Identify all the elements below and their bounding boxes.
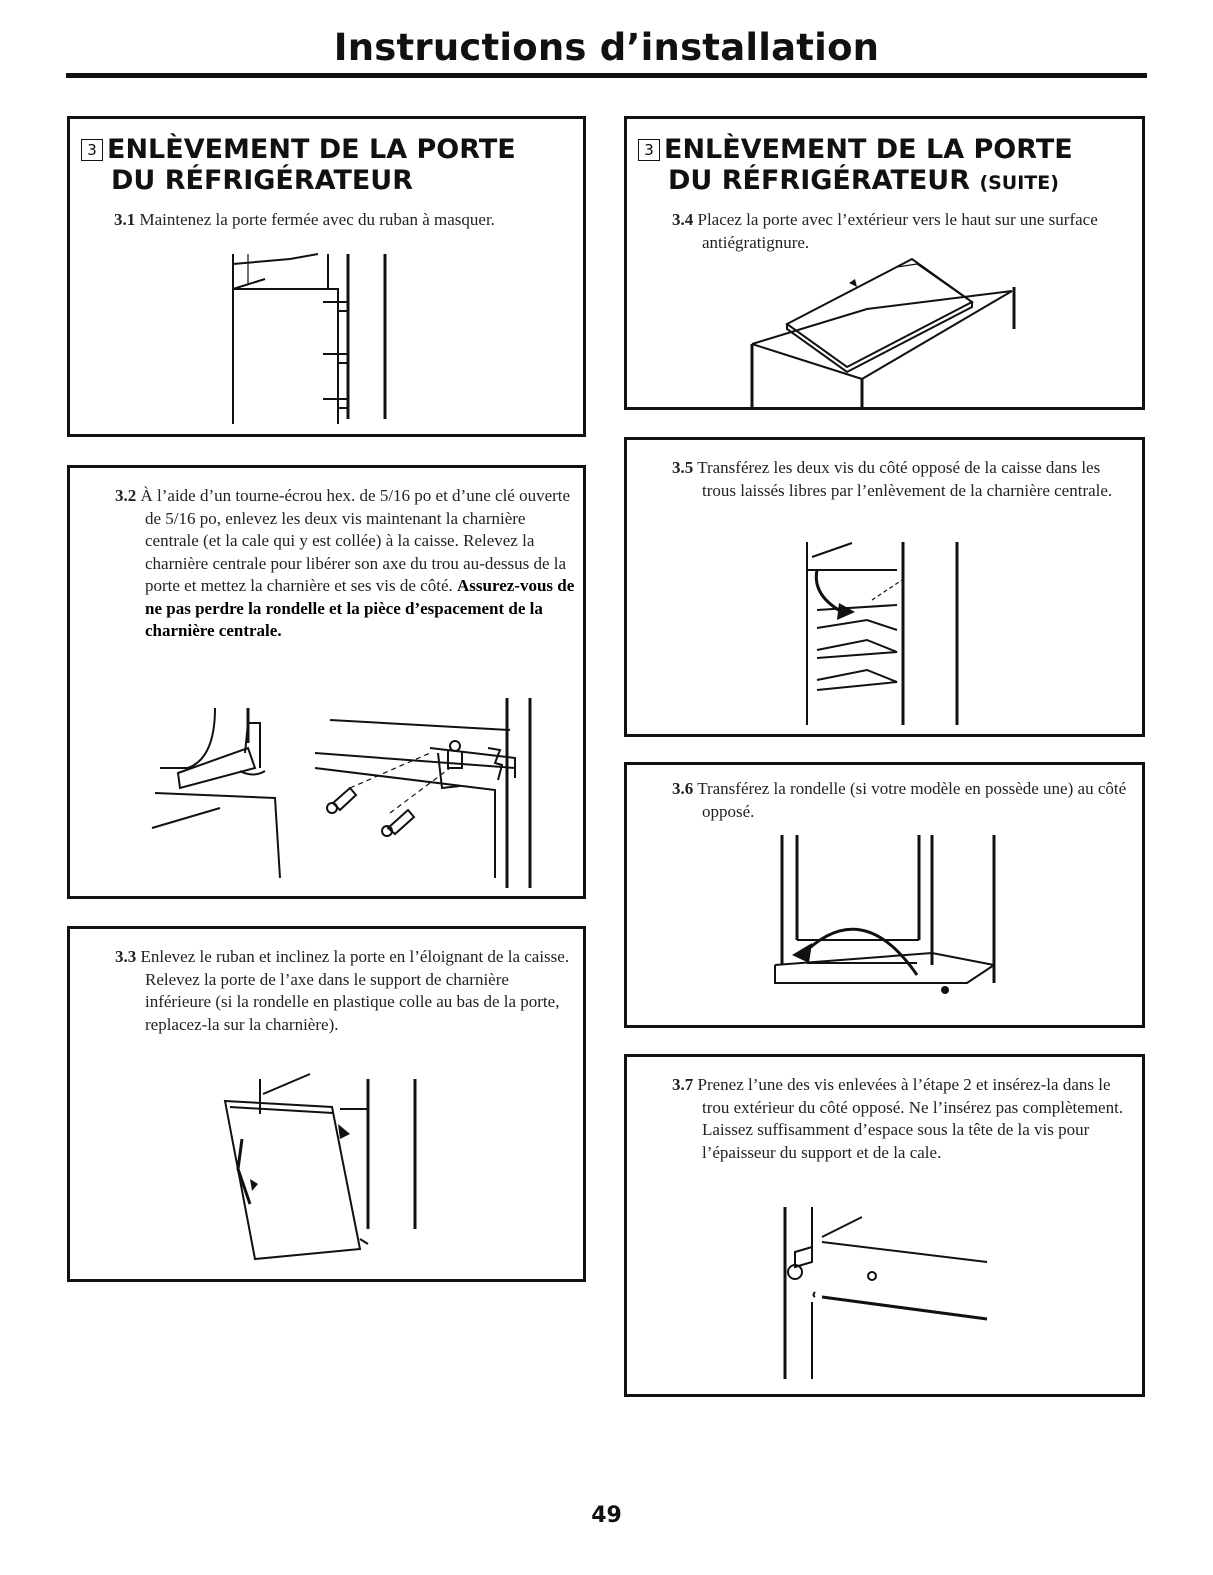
door-on-surface-illustration	[627, 119, 1142, 407]
step-body: Maintenez la porte fermée avec du ruban à masquer.	[135, 210, 495, 229]
center-hinge-removal-illustration	[70, 468, 583, 896]
section-heading-line2: DU RÉFRIGÉRATEUR	[111, 165, 414, 196]
section-number: 3	[81, 139, 103, 161]
step-3-7-panel	[624, 1054, 1145, 1397]
step-number: 3.7	[672, 1075, 694, 1094]
step-3-6-panel	[624, 762, 1145, 1028]
step-body: Enlevez le ruban et inclinez la porte en l’éloignant de la caisse. Relevez la porte de l’axe dans le support de charnière inférieure (si la rondelle en plastique colle au bas de la porte, replacez-la sur la charnière).	[136, 947, 570, 1034]
step-3-5-panel	[624, 437, 1145, 737]
step-3-2-panel	[67, 465, 586, 899]
screw-transfer-illustration	[627, 440, 1142, 734]
step-number: 3.4	[672, 210, 694, 229]
washer-transfer-illustration	[627, 765, 1142, 1025]
step-body: Transférez les deux vis du côté opposé de la caisse dans les trous laissés libres par l’enlèvement de la charnière centrale.	[693, 458, 1113, 500]
page-number: 49	[591, 1503, 622, 1528]
step-number: 3.2	[115, 486, 137, 505]
section-heading-line1: ENLÈVEMENT DE LA PORTE	[107, 134, 516, 165]
section-heading-line2: DU RÉFRIGÉRATEUR	[668, 165, 971, 196]
step-warning: Assurez-vous de ne pas perdre la rondelle et la pièce d’espacement de la charnière centrale.	[145, 576, 575, 640]
section-heading-line1: ENLÈVEMENT DE LA PORTE	[664, 134, 1073, 165]
screw-insert-illustration	[627, 1057, 1142, 1394]
section-heading-suffix: (SUITE)	[979, 172, 1059, 194]
title-divider	[66, 73, 1147, 78]
step-number: 3.3	[115, 947, 137, 966]
section-number: 3	[638, 139, 660, 161]
step-number: 3.1	[114, 210, 136, 229]
step-body: À l’aide d’un tourne-écrou hex. de 5/16 po et d’une clé ouverte de 5/16 po, enlevez les deux vis maintenant la charnière centrale (et la cale qui y est collée) à la caisse. Relevez la charnière centrale pour libérer son axe du trou au-dessus de la porte et mettez la charnière et ses vis de côté.	[136, 486, 571, 595]
page-title: Instructions d’installation	[333, 26, 880, 69]
step-3-3-panel	[67, 926, 586, 1282]
step-body: Prenez l’une des vis enlevées à l’étape 2 et insérez-la dans le trou extérieur du côté opposé. Ne l’insérez pas complètement. Laissez suffisamment d’espace sous la tête de la vis pour l’épaisseur du support et de la cale.	[693, 1075, 1124, 1162]
door-lift-illustration	[70, 929, 583, 1279]
step-3-1-panel	[67, 116, 586, 437]
step-3-4-panel	[624, 116, 1145, 410]
door-taped-illustration	[70, 119, 583, 434]
step-number: 3.5	[672, 458, 694, 477]
step-number: 3.6	[672, 779, 694, 798]
step-body: Placez la porte avec l’extérieur vers le haut sur une surface antiégratignure.	[693, 210, 1098, 252]
step-body: Transférez la rondelle (si votre modèle en possède une) au côté opposé.	[693, 779, 1127, 821]
